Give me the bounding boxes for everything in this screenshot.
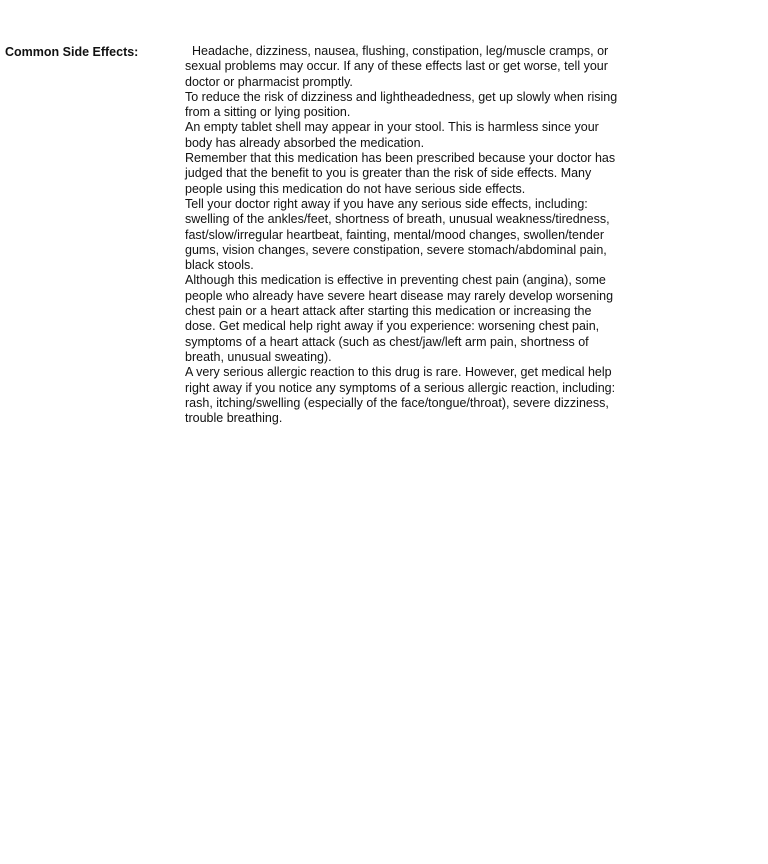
side-effect-paragraph: To reduce the risk of dizziness and lightheadedness, get up slowly when rising from a sitting or lying position. xyxy=(185,89,618,120)
side-effect-paragraph: Although this medication is effective in preventing chest pain (angina), some people who already have severe heart disease may rarely develop worsening chest pain or a heart attack after starting this medication or increasing the dose. Get medical help right away if you experience: worsening chest pain, symptoms of a heart attack (such as chest/jaw/left arm pain, shortness of breath, unusual sweating). xyxy=(185,273,614,364)
section-label: Common Side Effects: xyxy=(5,45,139,59)
side-effect-paragraph: An empty tablet shell may appear in your stool. This is harmless since your body has already absorbed the medication. xyxy=(185,120,599,150)
side-effect-paragraph: Remember that this medication has been prescribed because your doctor has judged that the benefit to you is greater than the risk of side effects. Many people using this medication do not have serious side effects. xyxy=(185,151,616,196)
side-effect-paragraph: A very serious allergic reaction to this drug is rare. However, get medical help right away if you notice any symptoms of a serious allergic reaction, including: rash, itching/swelling (especially of the face/tongue/throat), severe dizziness, trouble breathing. xyxy=(185,365,616,426)
side-effect-paragraph xyxy=(185,44,625,90)
side-effect-paragraph: Tell your doctor right away if you have any serious side effects, including: swelling of the ankles/feet, shortness of breath, unusual weakness/tiredness, fast/slow/irregular heartbeat, fainting, mental/mood changes, swollen/tender gums, vision changes, severe constipation, severe stomach/abdominal pain, black stools. xyxy=(185,196,610,273)
paragraph-text: Headache, dizziness, nausea, flushing, constipation, leg/muscle cramps, or sexual problems may occur. If any of these effects last or get worse, tell your doctor or pharmacist promptly. xyxy=(185,44,609,89)
section-content xyxy=(185,44,625,426)
